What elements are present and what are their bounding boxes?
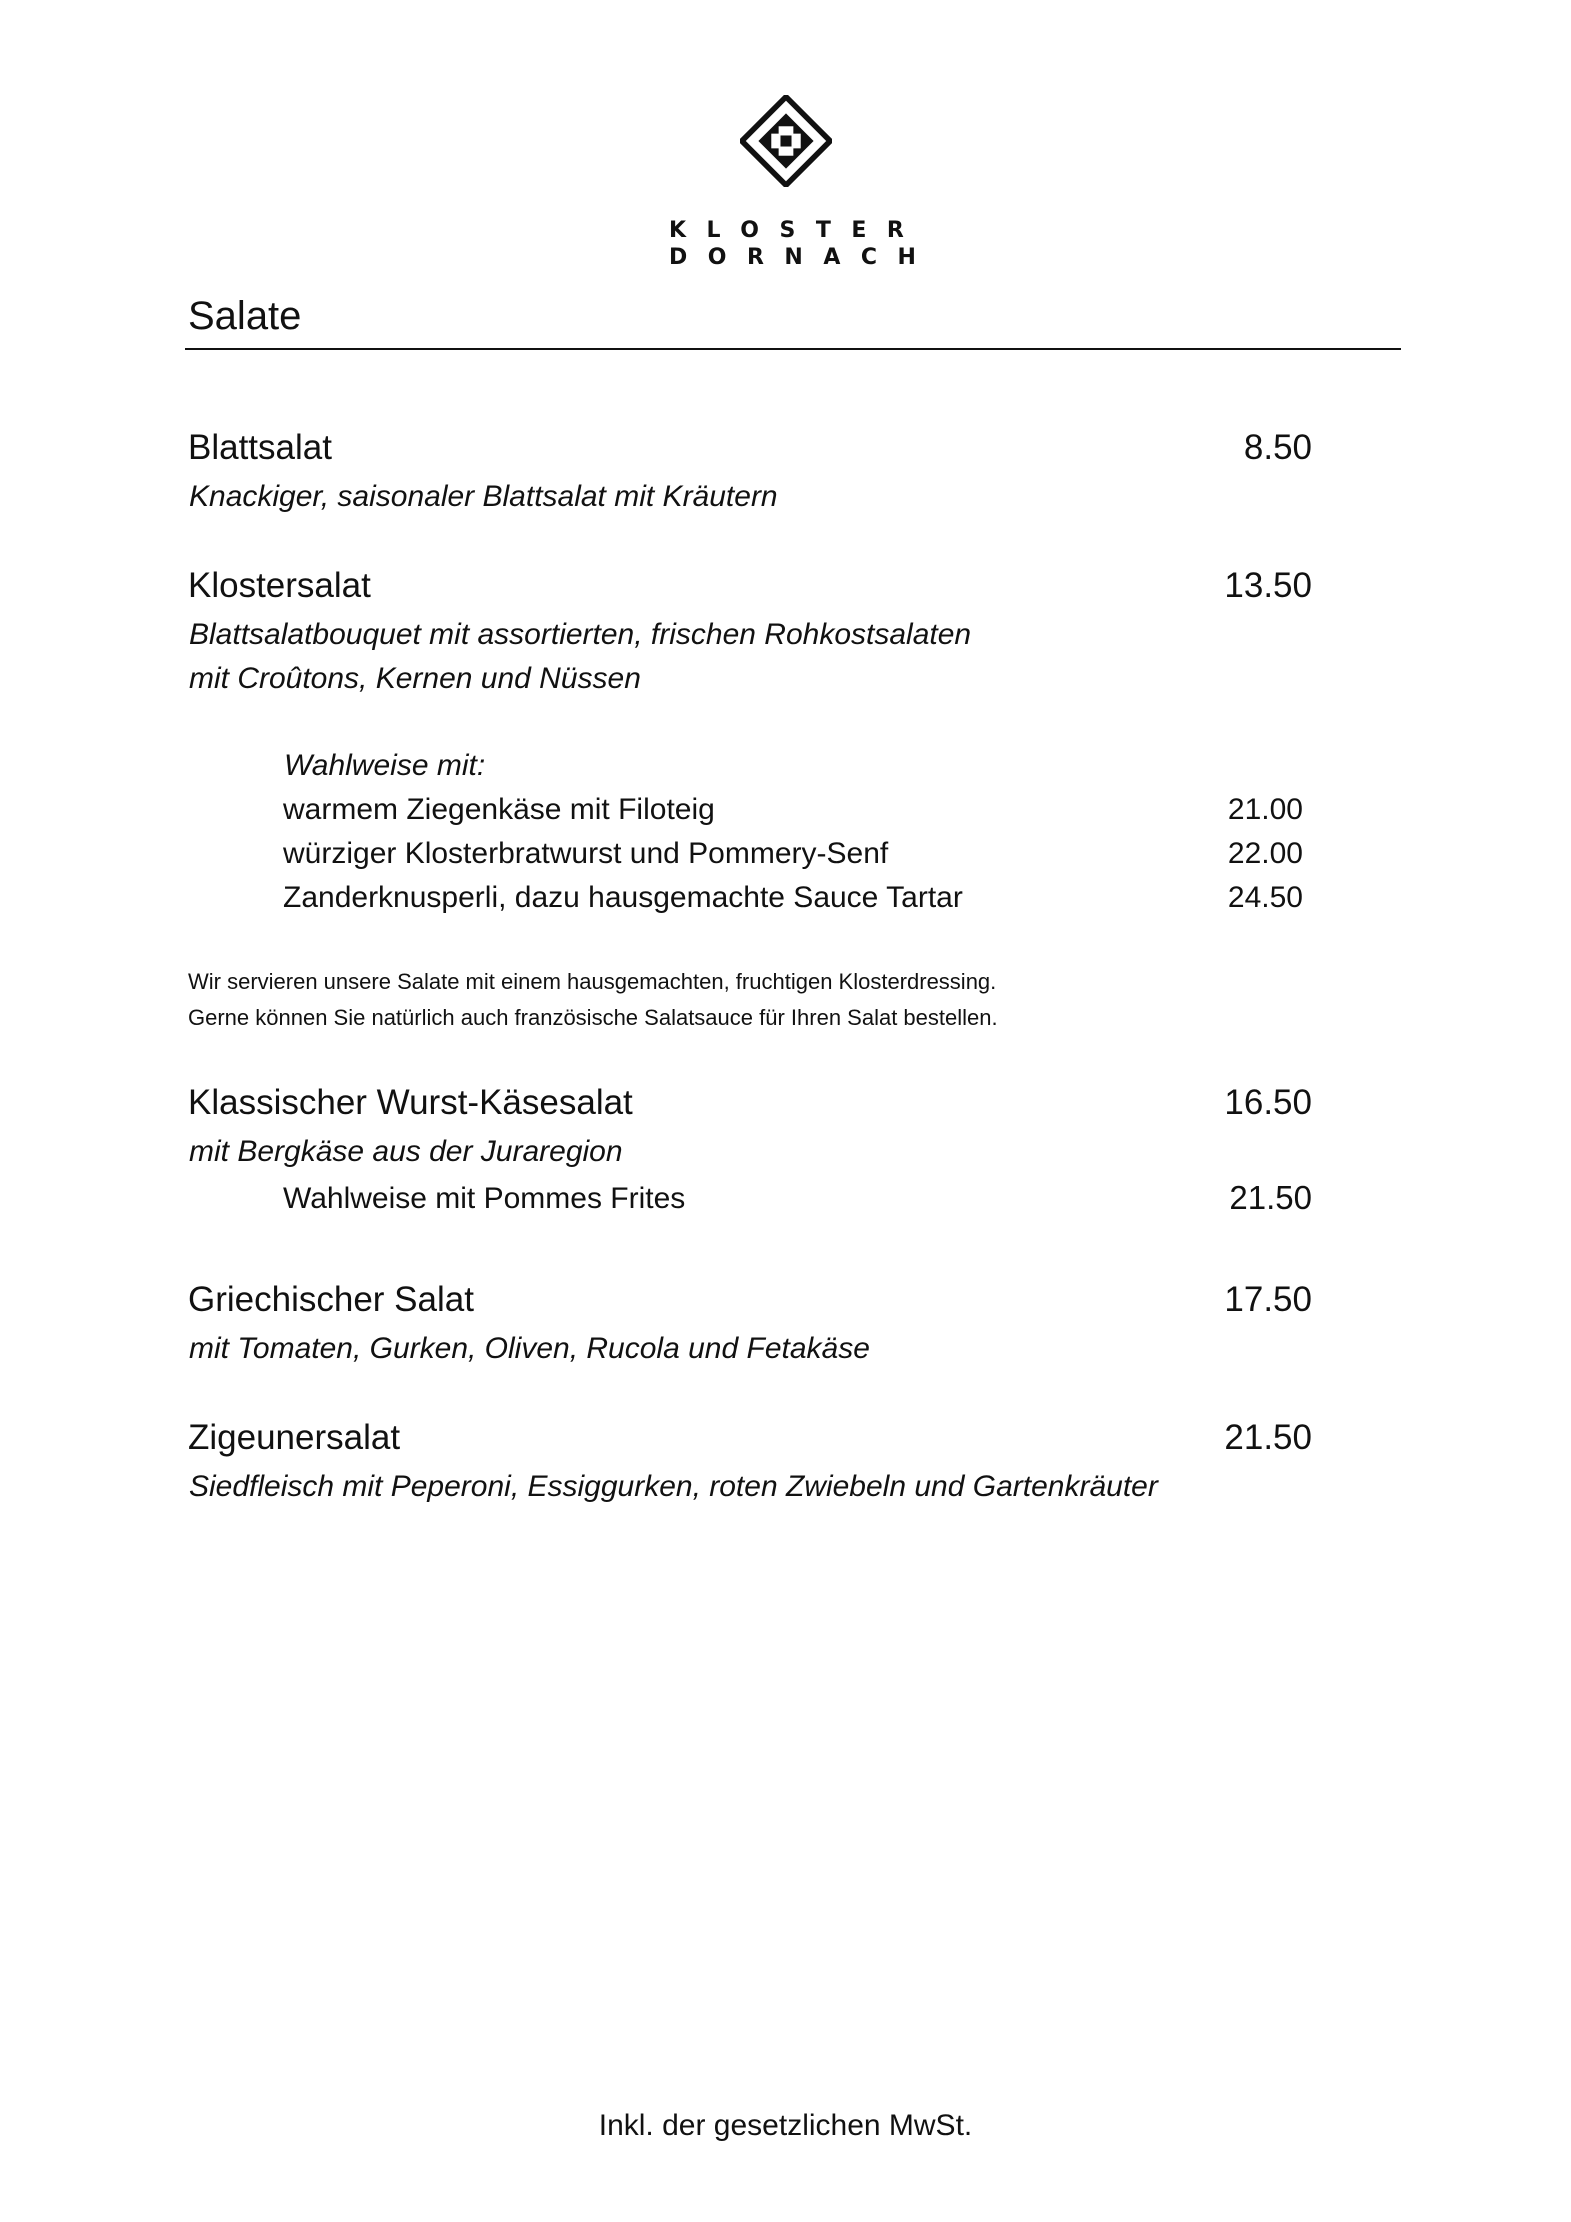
item-price-blattsalat: 8.50 (1243, 428, 1312, 467)
dressing-note-line-1: Wir servieren unsere Salate mit einem hausgemachten, fruchtigen Klosterdressing. (188, 969, 997, 994)
option-price-zanderknusperli: 24.50 (1227, 881, 1303, 914)
item-name-klostersalat: Klostersalat (188, 566, 371, 605)
item-name-zigeunersalat: Zigeunersalat (188, 1418, 401, 1457)
option-price-klosterbratwurst: 22.00 (1227, 837, 1303, 870)
option-price-ziegenkaese: 21.00 (1227, 793, 1303, 826)
item-price-zigeunersalat: 21.50 (1224, 1418, 1312, 1457)
option-label-pommes-frites: Wahlweise mit Pommes Frites (283, 1182, 686, 1215)
item-price-wurst-kaesesalat: 16.50 (1224, 1083, 1312, 1122)
brand-name-line-1: KLOSTER (669, 218, 925, 243)
item-description-griechischer-salat: mit Tomaten, Gurken, Oliven, Rucola und Fetakäse (189, 1332, 870, 1365)
item-name-wurst-kaesesalat: Klassischer Wurst-Käsesalat (188, 1083, 633, 1122)
option-price-pommes-frites: 21.50 (1229, 1179, 1312, 1216)
tax-note-footer: Inkl. der gesetzlichen MwSt. (598, 2109, 973, 2142)
item-description-klostersalat-line-1: Blattsalatbouquet mit assortierten, frischen Rohkostsalaten (189, 618, 972, 651)
header-divider (185, 348, 1401, 350)
section-title: Salate (188, 294, 302, 338)
option-label-klosterbratwurst: würziger Klosterbratwurst und Pommery-Senf (283, 837, 889, 870)
dressing-note-line-2: Gerne können Sie natürlich auch französische Salatsauce für Ihren Salat bestellen. (188, 1005, 998, 1030)
option-label-zanderknusperli: Zanderknusperli, dazu hausgemachte Sauce Tartar (283, 881, 963, 914)
options-label-klostersalat: Wahlweise mit: (284, 749, 486, 782)
item-description-wurst-kaesesalat: mit Bergkäse aus der Juraregion (189, 1135, 623, 1168)
brand-name-line-2: DORNACH (669, 245, 937, 270)
item-description-blattsalat: Knackiger, saisonaler Blattsalat mit Kräutern (189, 480, 778, 513)
kloster-dornach-logo-icon (740, 95, 832, 187)
item-price-griechischer-salat: 17.50 (1224, 1280, 1312, 1319)
item-name-blattsalat: Blattsalat (188, 428, 332, 467)
item-name-griechischer-salat: Griechischer Salat (188, 1280, 474, 1319)
item-price-klostersalat: 13.50 (1224, 566, 1312, 605)
item-description-zigeunersalat: Siedfleisch mit Peperoni, Essiggurken, roten Zwiebeln und Gartenkräuter (189, 1470, 1158, 1503)
option-label-ziegenkaese: warmem Ziegenkäse mit Filoteig (283, 793, 715, 826)
item-description-klostersalat-line-2: mit Croûtons, Kernen und Nüssen (189, 662, 641, 695)
